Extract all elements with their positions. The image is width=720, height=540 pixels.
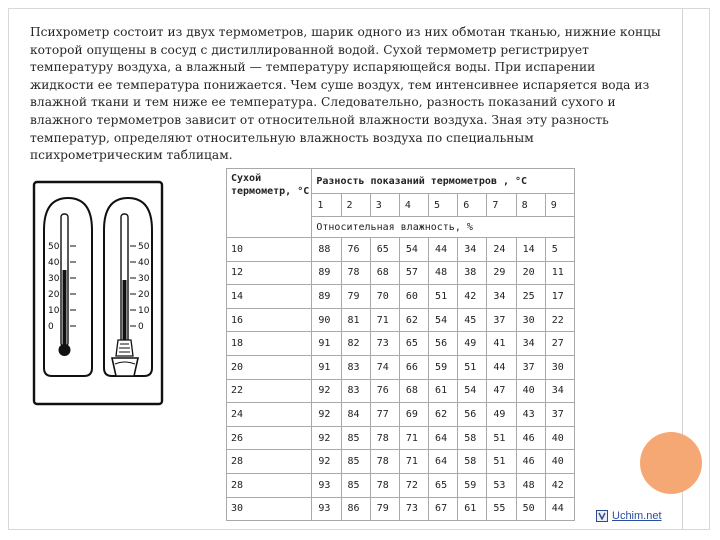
humidity-value-cell: 61 xyxy=(429,379,458,403)
humidity-value-cell: 51 xyxy=(458,355,487,379)
humidity-value-cell: 44 xyxy=(429,238,458,262)
humidity-value-cell: 76 xyxy=(341,238,370,262)
table-row xyxy=(227,473,575,497)
site-logo[interactable] xyxy=(596,508,662,524)
humidity-value-cell: 14 xyxy=(516,238,545,262)
humidity-value-cell: 34 xyxy=(487,285,516,309)
humidity-value-cell: 51 xyxy=(487,426,516,450)
humidity-value-cell: 93 xyxy=(312,473,341,497)
table-row xyxy=(227,450,575,474)
dry-temperature-cell: 28 xyxy=(227,450,312,474)
humidity-value-cell: 41 xyxy=(487,332,516,356)
humidity-value-cell: 59 xyxy=(458,473,487,497)
difference-column-header: 8 xyxy=(516,194,545,217)
humidity-value-cell: 40 xyxy=(545,426,574,450)
humidity-value-cell: 38 xyxy=(458,261,487,285)
humidity-value-cell: 42 xyxy=(545,473,574,497)
table-row xyxy=(227,308,575,332)
table-row xyxy=(227,403,575,427)
difference-column-header: 5 xyxy=(429,194,458,217)
humidity-value-cell: 76 xyxy=(370,379,399,403)
difference-column-header: 7 xyxy=(487,194,516,217)
humidity-value-cell: 83 xyxy=(341,355,370,379)
humidity-value-cell: 47 xyxy=(487,379,516,403)
humidity-value-cell: 34 xyxy=(516,332,545,356)
humidity-value-cell: 69 xyxy=(399,403,428,427)
humidity-value-cell: 65 xyxy=(429,473,458,497)
difference-column-header: 6 xyxy=(458,194,487,217)
logo-icon xyxy=(596,510,608,522)
difference-column-header: 1 xyxy=(312,194,341,217)
humidity-value-cell: 77 xyxy=(370,403,399,427)
humidity-value-cell: 54 xyxy=(458,379,487,403)
table-row xyxy=(227,261,575,285)
humidity-value-cell: 43 xyxy=(516,403,545,427)
humidity-value-cell: 20 xyxy=(516,261,545,285)
humidity-value-cell: 65 xyxy=(370,238,399,262)
thermometer-scale-label-left: 20 xyxy=(48,290,60,300)
intro-paragraph: Психрометр состоит из двух термометров, шарик одного из них обмотан тканью, нижние концы которой опущены в сосуд с дистиллированной водой. Сухой термометр регистрирует температуру воздуха, а влажный — температуру испаряющейся воды. При испарении жидкости ее температура понижается. Чем суше воздух, тем интенсивнее испаряется вода из влажной ткани и тем ниже ее температура. Следовательно, разность показаний сухого и влажного термометров зависит от относительной влажности воздуха. Зная эту разность температур, определяют относительную влажность воздуха по специальным психрометрическим таблицам. xyxy=(30,25,661,163)
humidity-value-cell: 70 xyxy=(370,285,399,309)
table-row xyxy=(227,355,575,379)
difference-column-header: 2 xyxy=(341,194,370,217)
humidity-value-cell: 25 xyxy=(516,285,545,309)
dry-temperature-cell: 14 xyxy=(227,285,312,309)
humidity-value-cell: 85 xyxy=(341,450,370,474)
humidity-value-cell: 57 xyxy=(399,261,428,285)
humidity-value-cell: 91 xyxy=(312,355,341,379)
humidity-value-cell: 78 xyxy=(370,450,399,474)
difference-column-header: 9 xyxy=(545,194,574,217)
humidity-value-cell: 79 xyxy=(370,497,399,521)
difference-column-header: 3 xyxy=(370,194,399,217)
humidity-value-cell: 56 xyxy=(429,332,458,356)
decorative-orange-circle xyxy=(640,432,702,494)
humidity-value-cell: 49 xyxy=(487,403,516,427)
humidity-value-cell: 64 xyxy=(429,450,458,474)
humidity-value-cell: 50 xyxy=(516,497,545,521)
humidity-value-cell: 44 xyxy=(487,355,516,379)
dry-temperature-cell: 30 xyxy=(227,497,312,521)
humidity-value-cell: 44 xyxy=(545,497,574,521)
psychrometer-illustration xyxy=(32,180,164,408)
thermometer-scale-label-left: 40 xyxy=(48,258,60,268)
humidity-value-cell: 78 xyxy=(341,261,370,285)
humidity-table xyxy=(226,168,575,521)
humidity-value-cell: 58 xyxy=(458,450,487,474)
humidity-value-cell: 62 xyxy=(399,308,428,332)
humidity-value-cell: 68 xyxy=(370,261,399,285)
table-row xyxy=(227,497,575,521)
humidity-value-cell: 53 xyxy=(487,473,516,497)
humidity-value-cell: 89 xyxy=(312,285,341,309)
humidity-value-cell: 40 xyxy=(516,379,545,403)
humidity-value-cell: 30 xyxy=(516,308,545,332)
thermometer-scale-label-left: 0 xyxy=(48,322,54,332)
humidity-value-cell: 85 xyxy=(341,426,370,450)
humidity-value-cell: 17 xyxy=(545,285,574,309)
humidity-value-cell: 84 xyxy=(341,403,370,427)
humidity-value-cell: 66 xyxy=(399,355,428,379)
humidity-value-cell: 71 xyxy=(370,308,399,332)
humidity-value-cell: 72 xyxy=(399,473,428,497)
thermometer-scale-label-right: 20 xyxy=(138,290,150,300)
thermometer-scale-label-left: 10 xyxy=(48,306,60,316)
table-row xyxy=(227,285,575,309)
humidity-value-cell: 42 xyxy=(458,285,487,309)
dry-temperature-cell: 10 xyxy=(227,238,312,262)
humidity-value-cell: 55 xyxy=(487,497,516,521)
humidity-value-cell: 88 xyxy=(312,238,341,262)
thermometer-scale-label-right: 40 xyxy=(138,258,150,268)
humidity-value-cell: 83 xyxy=(341,379,370,403)
humidity-value-cell: 93 xyxy=(312,497,341,521)
dry-thermometer-header: Сухой термометр, °С xyxy=(227,169,312,238)
humidity-value-cell: 92 xyxy=(312,426,341,450)
dry-temperature-cell: 28 xyxy=(227,473,312,497)
table-header-row xyxy=(227,169,575,194)
humidity-value-cell: 54 xyxy=(429,308,458,332)
humidity-value-cell: 49 xyxy=(458,332,487,356)
humidity-value-cell: 78 xyxy=(370,426,399,450)
dry-temperature-cell: 22 xyxy=(227,379,312,403)
humidity-value-cell: 37 xyxy=(545,403,574,427)
humidity-value-cell: 85 xyxy=(341,473,370,497)
humidity-value-cell: 92 xyxy=(312,403,341,427)
dry-temperature-cell: 24 xyxy=(227,403,312,427)
humidity-value-cell: 45 xyxy=(458,308,487,332)
dry-temperature-cell: 12 xyxy=(227,261,312,285)
humidity-value-cell: 92 xyxy=(312,379,341,403)
thermometer-scale-label-right: 30 xyxy=(138,274,150,284)
humidity-value-cell: 46 xyxy=(516,450,545,474)
humidity-value-cell: 64 xyxy=(429,426,458,450)
humidity-value-cell: 79 xyxy=(341,285,370,309)
humidity-value-cell: 71 xyxy=(399,450,428,474)
humidity-value-cell: 58 xyxy=(458,426,487,450)
thermometer-scale-label-right: 10 xyxy=(138,306,150,316)
humidity-value-cell: 74 xyxy=(370,355,399,379)
humidity-value-cell: 30 xyxy=(545,355,574,379)
humidity-value-cell: 11 xyxy=(545,261,574,285)
humidity-value-cell: 62 xyxy=(429,403,458,427)
humidity-value-cell: 92 xyxy=(312,450,341,474)
humidity-value-cell: 46 xyxy=(516,426,545,450)
humidity-label: Относительная влажность, % xyxy=(312,217,575,238)
thermometer-scale-label-left: 50 xyxy=(48,242,60,252)
humidity-value-cell: 82 xyxy=(341,332,370,356)
dry-temperature-cell: 16 xyxy=(227,308,312,332)
table-row xyxy=(227,238,575,262)
humidity-value-cell: 5 xyxy=(545,238,574,262)
thermometer-scale-label-right: 0 xyxy=(138,322,144,332)
humidity-value-cell: 29 xyxy=(487,261,516,285)
humidity-value-cell: 60 xyxy=(399,285,428,309)
table-row xyxy=(227,379,575,403)
humidity-value-cell: 24 xyxy=(487,238,516,262)
humidity-value-cell: 86 xyxy=(341,497,370,521)
difference-header: Разность показаний термометров , °С xyxy=(312,169,575,194)
dry-temperature-cell: 26 xyxy=(227,426,312,450)
humidity-value-cell: 89 xyxy=(312,261,341,285)
table-row xyxy=(227,426,575,450)
humidity-value-cell: 51 xyxy=(429,285,458,309)
humidity-value-cell: 40 xyxy=(545,450,574,474)
dry-temperature-cell: 18 xyxy=(227,332,312,356)
humidity-value-cell: 61 xyxy=(458,497,487,521)
humidity-value-cell: 90 xyxy=(312,308,341,332)
humidity-value-cell: 65 xyxy=(399,332,428,356)
thermometer-scale-label-left: 30 xyxy=(48,274,60,284)
humidity-value-cell: 22 xyxy=(545,308,574,332)
humidity-value-cell: 91 xyxy=(312,332,341,356)
humidity-value-cell: 78 xyxy=(370,473,399,497)
humidity-value-cell: 56 xyxy=(458,403,487,427)
humidity-value-cell: 81 xyxy=(341,308,370,332)
humidity-value-cell: 68 xyxy=(399,379,428,403)
humidity-value-cell: 27 xyxy=(545,332,574,356)
humidity-value-cell: 67 xyxy=(429,497,458,521)
humidity-value-cell: 37 xyxy=(487,308,516,332)
thermometer-scale-label-right: 50 xyxy=(138,242,150,252)
humidity-value-cell: 59 xyxy=(429,355,458,379)
humidity-value-cell: 54 xyxy=(399,238,428,262)
humidity-value-cell: 48 xyxy=(429,261,458,285)
humidity-value-cell: 73 xyxy=(399,497,428,521)
logo-link-text[interactable]: Uchim.net xyxy=(612,510,662,522)
humidity-value-cell: 51 xyxy=(487,450,516,474)
humidity-value-cell: 37 xyxy=(516,355,545,379)
table-row xyxy=(227,332,575,356)
humidity-value-cell: 34 xyxy=(545,379,574,403)
humidity-value-cell: 34 xyxy=(458,238,487,262)
humidity-value-cell: 73 xyxy=(370,332,399,356)
dry-temperature-cell: 20 xyxy=(227,355,312,379)
humidity-value-cell: 71 xyxy=(399,426,428,450)
difference-column-header: 4 xyxy=(399,194,428,217)
humidity-value-cell: 48 xyxy=(516,473,545,497)
